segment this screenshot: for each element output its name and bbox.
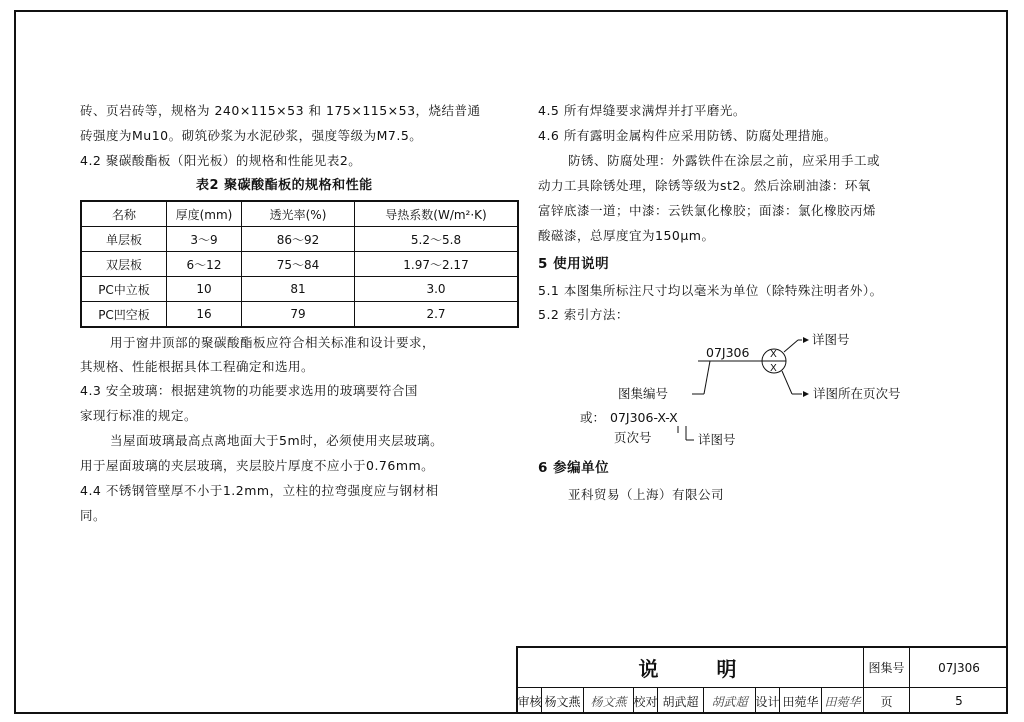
table-caption: 表2 聚碳酸酯板的规格和性能 — [196, 178, 373, 193]
page-label: 页 — [864, 688, 910, 714]
reviewer-name: 杨文燕 — [542, 688, 584, 714]
table-header-cell: 导热系数(W/m²·K) — [355, 201, 519, 227]
leader-page — [782, 371, 792, 394]
review-label: 审核 — [518, 688, 542, 714]
para-laminated: 当屋面玻璃最高点离地面大于5m时，必须使用夹层玻璃。 — [110, 433, 444, 448]
table-cell: 2.7 — [355, 302, 519, 328]
label-detail-no: 详图号 — [812, 332, 850, 347]
table-cell: 79 — [242, 302, 355, 328]
para-brick-spec: 砖、页岩砖等，规格为 240×115×53 和 175×115×53，烧结普通 — [80, 103, 481, 118]
label-page-no: 详图所在页次号 — [813, 386, 901, 401]
alt-prefix: 或： — [580, 410, 606, 425]
checker-name: 胡武超 — [658, 688, 704, 714]
para-4-2: 4.2 聚碳酸酯板（阳光板）的规格和性能见表2。 — [80, 153, 362, 168]
para-4-3: 4.3 安全玻璃：根据建筑物的功能要求选用的玻璃要符合国 — [80, 383, 418, 398]
table-cell: 双层板 — [81, 252, 167, 277]
table-cell: 3.0 — [355, 277, 519, 302]
para-anticorrosion: 防锈、防腐处理：外露铁件在涂层之前，应采用手工或 — [568, 153, 881, 168]
table-cell: 单层板 — [81, 227, 167, 252]
index-method-diagram — [570, 330, 910, 450]
table-row — [81, 252, 518, 277]
para-5-1: 5.1 本图集所标注尺寸均以毫米为单位（除特殊注明者外）。 — [538, 283, 883, 298]
pc-board-table — [80, 200, 519, 328]
table-cell: 3～9 — [167, 227, 242, 252]
alt-page-label: 页次号 — [614, 430, 652, 445]
para-pc-spec: 其规格、性能根据具体工程确定和选用。 — [80, 359, 315, 374]
para-4-3-cont: 家现行标准的规定。 — [80, 408, 198, 423]
arrow-icon — [803, 391, 809, 397]
para-4-5: 4.5 所有焊缝要求满焊并打平磨光。 — [538, 103, 746, 118]
table-row — [81, 302, 518, 328]
section-5-heading: 5 使用说明 — [538, 256, 610, 272]
para-pc-usage: 用于窗井顶部的聚碳酸酯板应符合相关标准和设计要求， — [110, 335, 436, 350]
table-cell: 75～84 — [242, 252, 355, 277]
section-6-heading: 6 参编单位 — [538, 460, 610, 476]
reviewer-signature: 杨文燕 — [584, 688, 634, 714]
table-header-row — [81, 201, 518, 227]
table-cell: 81 — [242, 277, 355, 302]
para-paint-layers: 富锌底漆一道；中漆：云铁氯化橡胶；面漆：氯化橡胶丙烯 — [538, 203, 877, 218]
table-cell: PC凹空板 — [81, 302, 167, 328]
arrow-icon — [803, 337, 809, 343]
table-cell: 5.2～5.8 — [355, 227, 519, 252]
atlas-no-label: 图集号 — [864, 648, 910, 688]
title-block — [516, 646, 1008, 714]
table-header-cell: 名称 — [81, 201, 167, 227]
table-cell: 86～92 — [242, 227, 355, 252]
design-label: 设计 — [756, 688, 780, 714]
atlas-no: 07J306 — [910, 648, 1008, 688]
leader-detail — [784, 340, 798, 352]
table-row — [81, 277, 518, 302]
para-4-4: 4.4 不锈钢管壁厚不小于1.2mm，立柱的拉弯强度应与钢材相 — [80, 483, 439, 498]
para-4-4-cont: 同。 — [80, 508, 107, 523]
table-header-cell: 透光率(%) — [242, 201, 355, 227]
page-number: 5 — [955, 694, 963, 708]
table-row — [81, 227, 518, 252]
table-cell: 16 — [167, 302, 242, 328]
table-header-cell: 厚度(mm) — [167, 201, 242, 227]
circle-top-text: X — [770, 349, 777, 360]
participant-unit: 亚科贸易（上海）有限公司 — [568, 487, 725, 502]
table-cell: 6～12 — [167, 252, 242, 277]
leader-atlas — [704, 361, 710, 394]
circle-bottom-text: X — [770, 363, 777, 374]
table-cell: PC中立板 — [81, 277, 167, 302]
para-laminated-film: 用于屋面玻璃的夹层玻璃，夹层胶片厚度不应小于0.76mm。 — [80, 458, 435, 473]
para-derust: 动力工具除锈处理，除锈等级为st2。然后涂刷油漆：环氧 — [538, 178, 871, 193]
para-paint-thickness: 酸磁漆，总厚度宜为150μm。 — [538, 228, 715, 243]
drawing-title: 说 明 — [518, 648, 864, 688]
para-4-6: 4.6 所有露明金属构件应采用防锈、防腐处理措施。 — [538, 128, 837, 143]
table-cell: 10 — [167, 277, 242, 302]
designer-name: 田菀华 — [780, 688, 822, 714]
checker-signature: 胡武超 — [704, 688, 756, 714]
para-5-2: 5.2 索引方法： — [538, 307, 629, 322]
check-label: 校对 — [634, 688, 658, 714]
designer-signature: 田菀华 — [822, 688, 864, 714]
para-brick-strength: 砖强度为Mu10。砌筑砂浆为水泥砂浆，强度等级为M7.5。 — [80, 128, 423, 143]
alt-code: 07J306-X-X — [610, 410, 678, 425]
table-cell: 1.97～2.17 — [355, 252, 519, 277]
alt-detail-label: 详图号 — [698, 432, 736, 447]
index-code: 07J306 — [706, 345, 750, 360]
label-atlas-no: 图集编号 — [618, 386, 669, 401]
